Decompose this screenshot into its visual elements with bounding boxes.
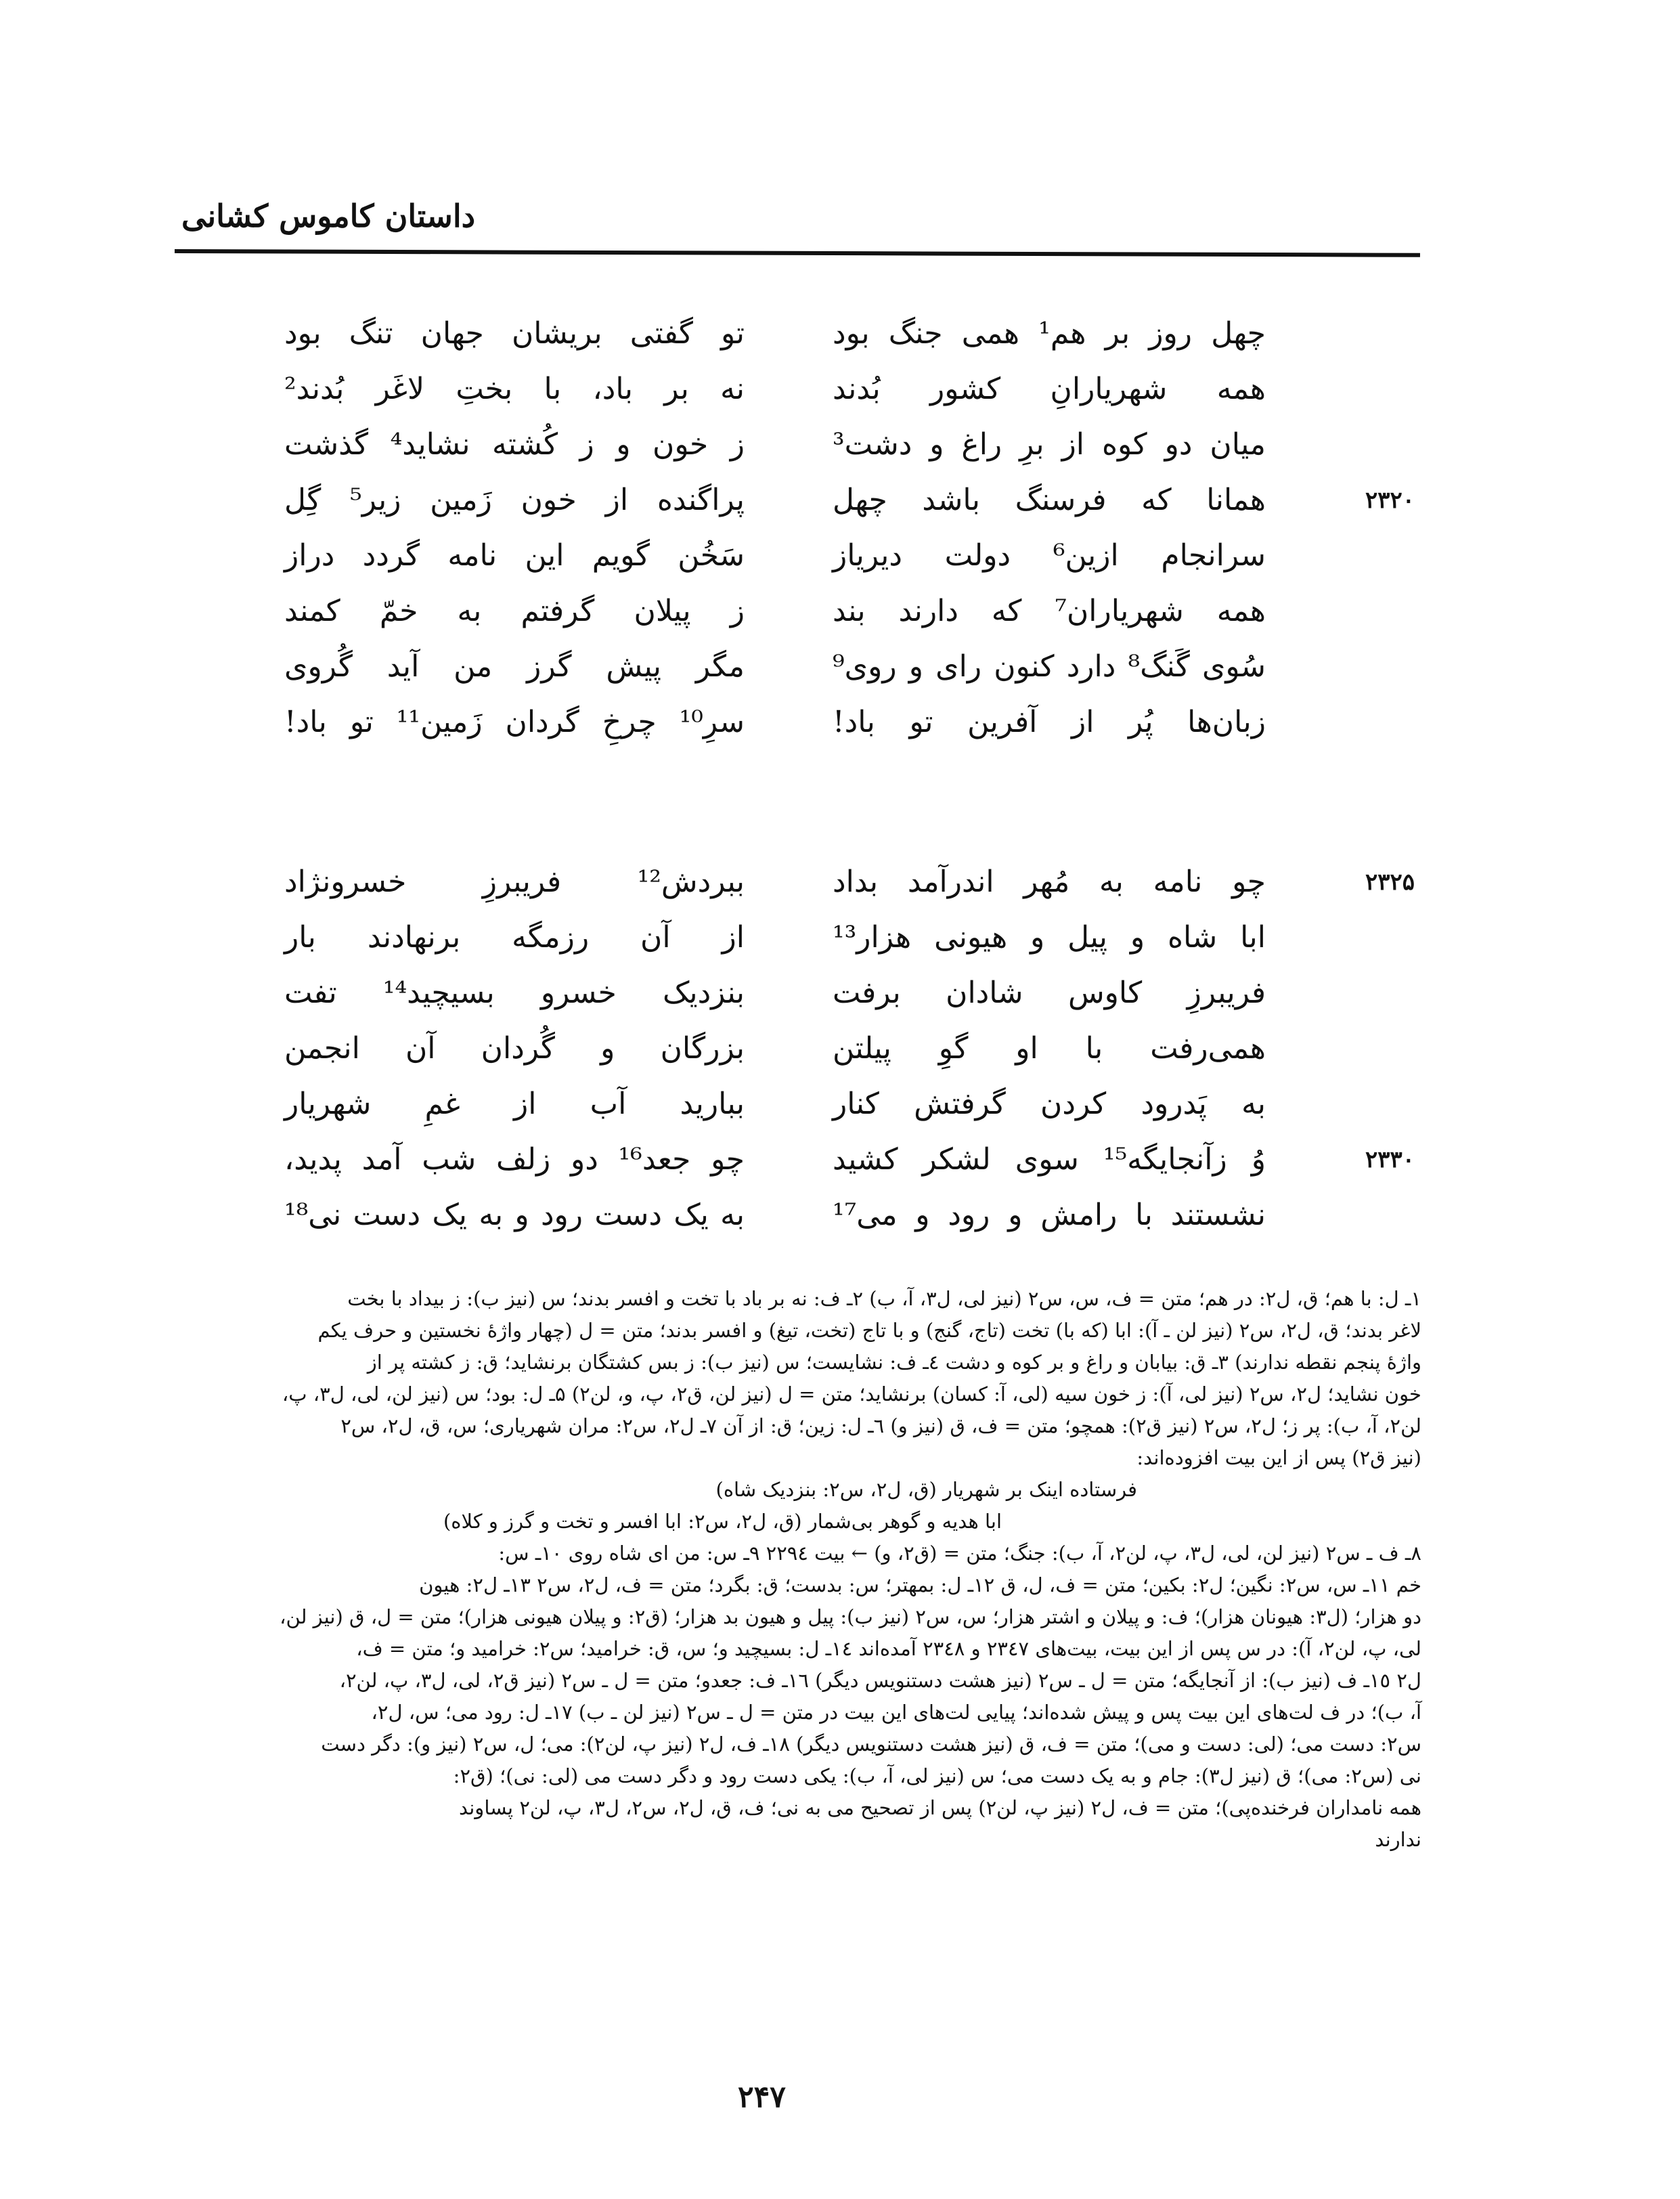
footnote-line: آ، ب)؛ در ف لت‌های این بیت پس و پیش شده‌اند؛ پیایی لت‌های این بیت در متن = ل ـ س۲ (نیز لن ـ ب) ۱۷ـ ل: رود می؛ س، ل۲، [371, 1701, 1421, 1724]
verse-line [0, 695, 1680, 750]
verse-line [0, 1188, 1680, 1243]
footnote-line: ۱ـ ل: با هم؛ ق، ل۲: در هم؛ متن = ف، س، س۲ (نیز لی، ل۳، آ، ب) ۲ـ ف: نه بر باد با تخت و افسر بدند؛ س (نیز ب): ز بیداد با بخت [347, 1287, 1421, 1310]
footnote-line: لن۲، آ، ب): پر ز؛ ل۲، س۲ (نیز ق۲): همچو؛ متن = ف، ق (نیز و) ٦ـ ل: زین؛ ق: از آن ۷ـ ل۲، س۲: مران شهریاری؛ س، ق، ل۲، س۲ [340, 1414, 1421, 1437]
verse-line [0, 639, 1680, 695]
hemistich-second: بنزدیک خسرو بسیچید¹⁴ تفت [284, 976, 745, 1010]
hemistich-first: چو نامه به مُهر اندرآمد بداد [833, 865, 1266, 899]
verse-line [0, 1021, 1680, 1076]
running-head: داستان کاموس کشانی [181, 198, 476, 234]
footnote-line: ل۲ ١٥ـ ف (نیز ب): از آنجایگه؛ متن = ل ـ س۲ (نیز هشت دستنویس دیگر) ١٦ـ ف: جعدو؛ متن = ل ـ س۲ (نیز ق۲، لی، ل۳، پ، لن۲، [339, 1669, 1421, 1692]
verse-line [0, 910, 1680, 965]
footnote-line: همه نامداران فرخنده‌پی)؛ متن = ف، ل۲ (نیز پ، لن۲) پس از تصحیح می به نی؛ ف، ق، ل۲، س۲، ل۳، پ، لن۲ پساوند [459, 1796, 1421, 1819]
hemistich-first: وُ زآنجایگه¹⁵ سوی لشکر کشید [833, 1142, 1266, 1177]
hemistich-first: به پَدرود کردن گرفتش کنار [833, 1087, 1266, 1121]
verse-line [0, 584, 1680, 639]
hemistich-first: همانا که فرسنگ باشد چهل [833, 483, 1266, 517]
verse-line [0, 362, 1680, 417]
hemistich-first: چهل روز بر هم¹ همی جنگ بود [833, 316, 1266, 351]
hemistich-second: ببارید آب از غمِ شهریار [284, 1087, 745, 1121]
verse-number: ۲۳۳۰ [1365, 1146, 1415, 1173]
verse-line [0, 306, 1680, 362]
hemistich-first: همه شهریاران⁷ که دارند بند [833, 594, 1266, 628]
footnote-line: ندارند [1375, 1828, 1421, 1851]
hemistich-first: همه شهریارانِ کشور بُدند [833, 372, 1266, 406]
hemistich-second: از آن رزمگه برنهادند بار [284, 920, 745, 955]
verse-line [0, 854, 1680, 910]
hemistich-second: ببردش¹² فریبرزِ خسرونژاد [284, 865, 745, 899]
hemistich-second: چو جعد¹⁶ دو زلف شب آمد پدید، [284, 1142, 745, 1177]
verse-line [0, 1132, 1680, 1188]
footnote-line: ابا هدیه و گوهر بی‌شمار (ق، ل۲، س۲: ابا افسر و تخت و گرز و کلاه) [443, 1510, 1002, 1533]
hemistich-second: تو گفتی بریشان جهان تنگ بود [284, 316, 745, 351]
footnote-line: س۲: دست می؛ (لی: دست و می)؛ متن = ف، ق (نیز هشت دستنویس دیگر) ۱۸ـ ف، ل۲ (نیز پ، لن۲): می؛ ل، س۲ (نیز و): دگر دست [321, 1733, 1421, 1756]
hemistich-second: بزرگان و گُردان آن انجمن [284, 1031, 745, 1066]
hemistich-second: پراگنده از خون زَمین زیر⁵ گِل [284, 483, 745, 517]
verse-line [0, 417, 1680, 473]
verse-line [0, 1076, 1680, 1132]
hemistich-first: نشستند با رامش و رود و می¹⁷ [833, 1198, 1266, 1232]
verse-line [0, 528, 1680, 584]
page-number: ۲۴۷ [738, 2080, 786, 2114]
hemistich-second: نه بر باد، با بختِ لاغَر بُدند² [284, 372, 745, 406]
hemistich-second: به یک دست رود و به یک دست نی¹⁸ [284, 1198, 745, 1232]
footnote-line: لاغر بدند؛ ق، ل۲، س۲ (نیز لن ـ آ): ابا (که با) تخت (تاج، گنج) و با تاج (تخت، تیغ) و افسر بدند؛ متن = ل (چهار واژهٔ نخستین و حرف یکم [317, 1319, 1421, 1342]
hemistich-first: فریبرزِ کاوس شادان برفت [833, 976, 1266, 1010]
verse-line [0, 965, 1680, 1021]
hemistich-second: ز خون و ز کُشته نشاید⁴ گذشت [284, 427, 745, 462]
hemistich-first: همی‌رفت با او گوِ پیلتن [833, 1031, 1266, 1066]
footnote-line: نی (س۲: می)؛ ق (نیز ل۳): جام و به یک دست می؛ س (نیز لی، آ، ب): یکی دست رود و دگر دست می (لی: نی)؛ (ق۲: [453, 1764, 1421, 1787]
hemistich-first: سُوی گَنگ⁸ دارد کنون رای و روی⁹ [833, 649, 1266, 684]
hemistich-second: سرِ¹⁰ چرخِ گردان زَمین¹¹ تو باد! [284, 705, 745, 739]
header-rule [175, 249, 1420, 257]
footnote-line: فرستاده اینک بر شهریار (ق، ل۲، س۲: بنزدیک شاه) [715, 1478, 1137, 1501]
hemistich-first: سرانجام ازین⁶ دولت دیریاز [833, 538, 1266, 573]
footnote-line: واژهٔ پنجم نقطه ندارند) ۳ـ ق: بیابان و راغ و بر کوه و دشت ٤ـ ف: نشایست؛ س (نیز ب): ز بس کشتگان برنشاید؛ ق: ز کشته پر از [367, 1351, 1421, 1374]
footnote-line: (نیز ق۲) پس از این بیت افزوده‌اند: [1136, 1446, 1421, 1469]
stanza-1 [0, 306, 1680, 750]
hemistich-first: میان دو کوه از برِ راغ و دشت³ [833, 427, 1266, 462]
hemistich-first: زبان‌ها پُر از آفرین تو باد! [833, 705, 1266, 739]
hemistich-first: ابا شاه و پیل و هیونی هزار¹³ [833, 920, 1266, 955]
footnote-line: خون نشاید؛ ل۲، س۲ (نیز لی، آ): ز خون سیه (لی، آ: کسان) برنشاید؛ متن = ل (نیز لن، ق۲، پ، و، لن۲) ۵ـ ل: بود؛ س (نیز لن، لی، ل۳، پ، [282, 1382, 1421, 1406]
hemistich-second: ز پیلان گرفتم به خمّ کمند [284, 594, 745, 628]
verse-number: ۲۳۲۵ [1365, 869, 1415, 896]
footnote-line: ۸ـ ف ـ س۲ (نیز لن، لی، ل۳، پ، لن۲، آ، ب): جنگ؛ متن = (ق۲، و) ← بیت ۲۲۹٤ ۹ـ س: من ای شاه روی ۱۰ـ س: [498, 1542, 1421, 1565]
verse-number: ۲۳۲۰ [1365, 487, 1415, 514]
hemistich-second: سَخُن گویم این نامه گردد دراز [284, 538, 745, 573]
footnote-line: لی، پ، لن۲، آ): در س پس از این بیت، بیت‌های ۲۳٤۷ و ۲۳٤۸ آمده‌اند ١٤ـ ل: بسیچید و؛ س، ق: خرامید؛ س۲: خرامید و؛ متن = ف، [356, 1637, 1421, 1660]
verse-line [0, 473, 1680, 528]
footnote-line: خم ۱۱ـ س، س۲: نگین؛ ل۲: بکین؛ متن = ف، ل، ق ۱۲ـ ل: بمهتر؛ س: بدست؛ ق: بگرد؛ متن = ف، ل۲، س۲ ۱۳ـ ل۲: هیون [419, 1573, 1421, 1596]
footnotes [162, 1283, 1421, 1856]
footnote-line: دو هزار؛ (ل۳: هیونان هزار)؛ ف: و پیلان و اشتر هزار؛ س، س۲ (نیز ب): پیل و هیون بد هزار؛ (ق۲: و پیلان هیونی هزار)؛ متن = ل، ق (نیز لن، [280, 1605, 1421, 1628]
stanza-2 [0, 854, 1680, 1243]
hemistich-second: مگر پیش گرز من آید گُروی [284, 649, 745, 684]
